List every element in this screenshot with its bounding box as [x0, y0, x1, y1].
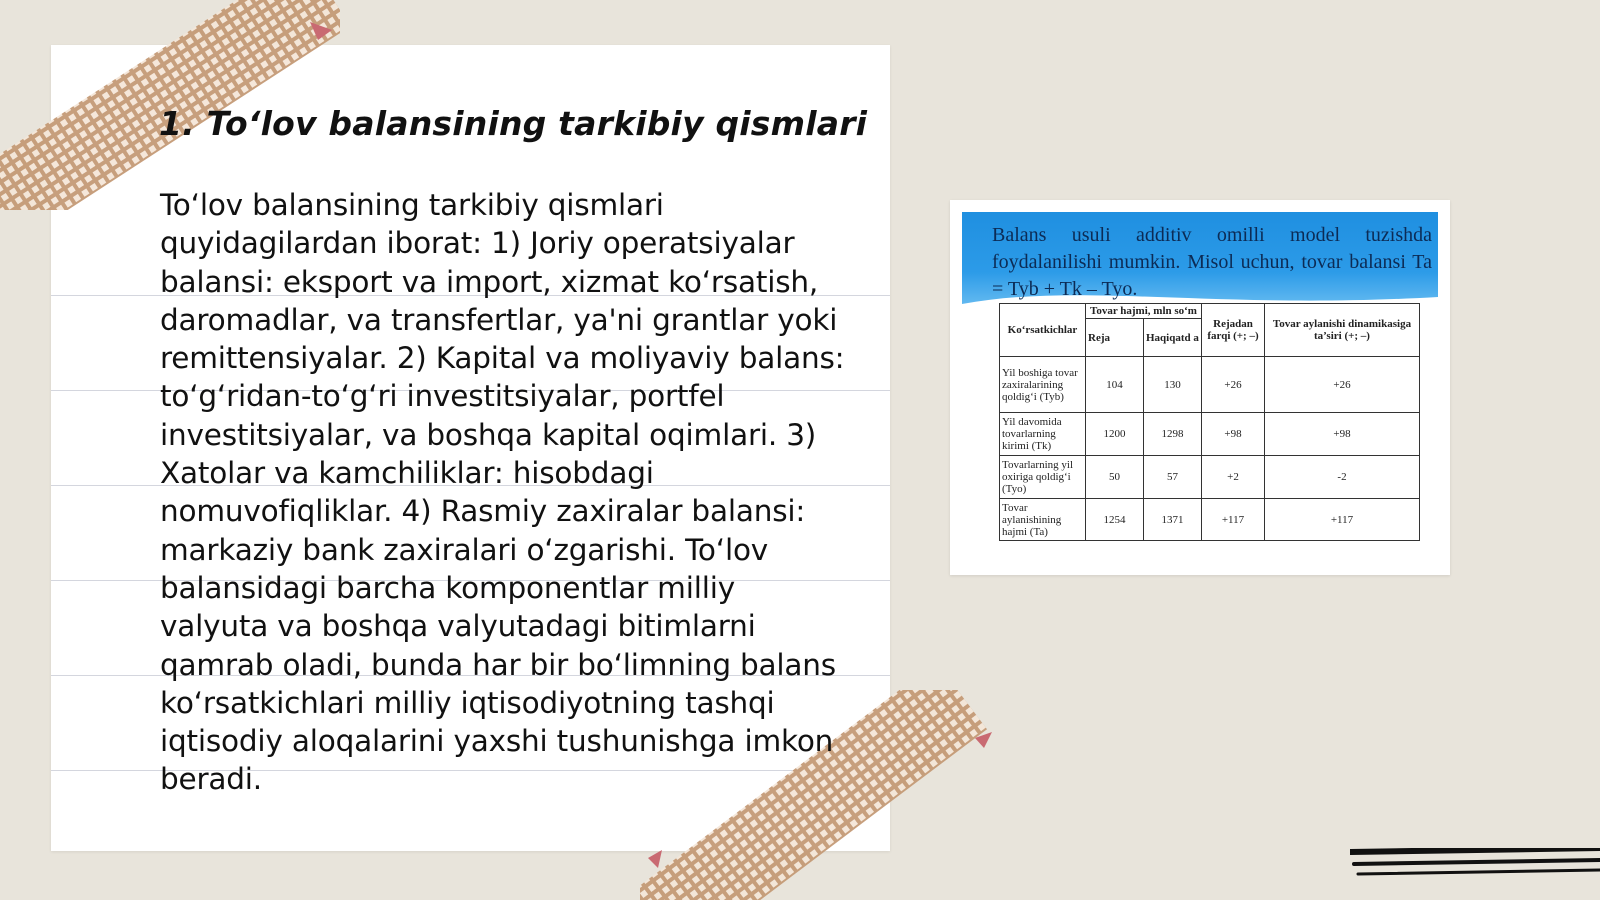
cell-diff: +2	[1202, 456, 1265, 499]
cell-plan: 104	[1086, 357, 1144, 413]
row-label: Tovar aylanishining hajmi (Ta)	[1000, 499, 1086, 541]
slide-body-text: To‘lov balansining tarkibiy qismlari quyidagilardan iborat: 1) Joriy operatsiyalar balansi: eksport va import, xizmat ko‘rsatish, daromadlar, va transfertlar, ya'ni grantlar yoki remittensiyalar. 2) Kapital va moliyaviy balans: to‘g‘ridan-to‘g‘ri investitsiyalar, portfel investitsiyalar, va boshqa kapital oqimlari. 3) Xatolar va kamchiliklar: hisobdagi nomuvofiqliklar. 4) Rasmiy zaxiralar balansi: markaziy bank zaxiralari o‘zgarishi. To‘lov balansidagi barcha komponentlar milliy valyuta va boshqa valyutadagi bitimlarni qamrab oladi, bunda har bir bo‘limning balans ko‘rsatkichlari milliy iqtisodiyotning tashqi iqtisodiy aloqalarini yaxshi tushunishga imkon beradi.	[160, 188, 845, 797]
cell-effect: +26	[1265, 357, 1420, 413]
header-volume: Tovar hajmi, mln so‘m	[1086, 304, 1202, 319]
decorative-brush-lines	[1350, 848, 1600, 888]
cell-actual: 57	[1144, 456, 1202, 499]
cell-diff: +117	[1202, 499, 1265, 541]
table-row	[1000, 413, 1420, 456]
cell-actual: 130	[1144, 357, 1202, 413]
cell-effect: +98	[1265, 413, 1420, 456]
goods-balance-table	[999, 303, 1420, 541]
embedded-table-image	[950, 200, 1450, 575]
cell-plan: 50	[1086, 456, 1144, 499]
banner	[962, 212, 1438, 312]
cell-plan: 1254	[1086, 499, 1144, 541]
slide-title: 1. To‘lov balansining tarkibiy qismlari	[159, 104, 868, 143]
cell-effect: +117	[1265, 499, 1420, 541]
header-indicator: Ko‘rsatkichlar	[1000, 304, 1086, 357]
header-diff: Rejadan farqi (+; –)	[1202, 304, 1265, 357]
table-row	[1000, 499, 1420, 541]
row-label: Yil davomida tovarlarning kirimi (Tk)	[1000, 413, 1086, 456]
header-plan: Reja	[1086, 319, 1144, 357]
cell-diff: +98	[1202, 413, 1265, 456]
header-effect: Tovar aylanishi dinamikasiga ta’siri (+; –)	[1265, 304, 1420, 357]
header-actual: Haqiqatd a	[1144, 319, 1202, 357]
table-row	[1000, 456, 1420, 499]
cell-actual: 1298	[1144, 413, 1202, 456]
row-label: Yil boshiga tovar zaxiralarining qoldig‘i (Tyb)	[1000, 357, 1086, 413]
row-label: Tovarlarning yil oxiriga qoldig‘i (Tyo)	[1000, 456, 1086, 499]
cell-actual: 1371	[1144, 499, 1202, 541]
cell-plan: 1200	[1086, 413, 1144, 456]
cell-effect: -2	[1265, 456, 1420, 499]
table-row	[1000, 357, 1420, 413]
cell-diff: +26	[1202, 357, 1265, 413]
banner-text: Balans usuli additiv omilli model tuzishda foydalanilishi mumkin. Misol uchun, tovar balansi Ta = Tyb + Tk – Tyo.	[992, 224, 1432, 300]
